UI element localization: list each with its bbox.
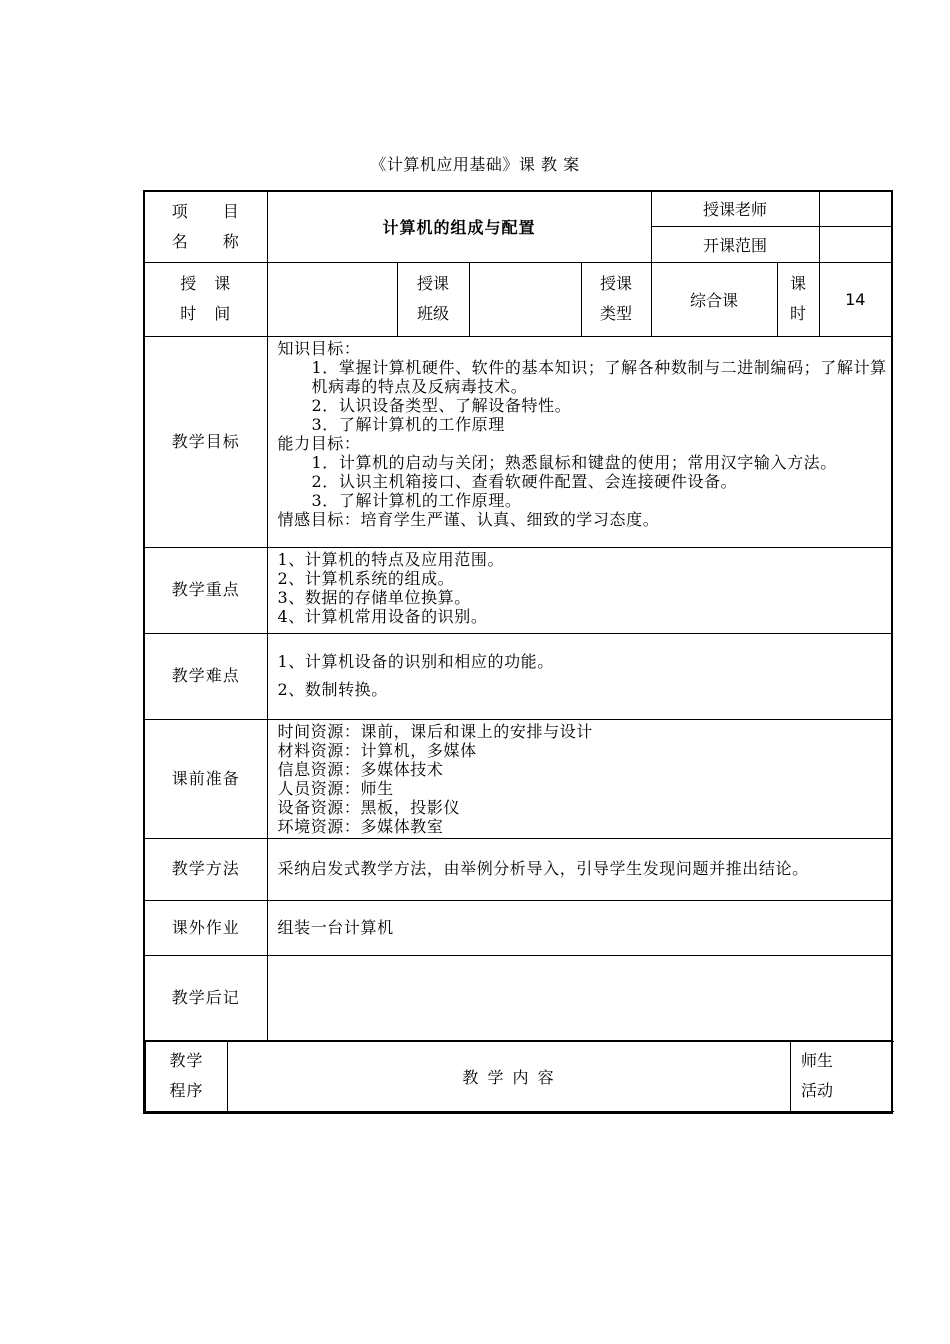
- objectives-content: 知识目标： 1．掌握计算机硬件、软件的基本知识；了解各种数制与二进制编码；了解计算机病毒的特点及反病毒技术。 2．认识设备类型、了解设备特性。 3．了解计算机的工作原理 能力目标： 1．计算机的启动与关闭；熟悉鼠标和键盘的使用；常用汉字输入方法。 2．认识主机箱接口、查看软硬件配置、会连接硬件设备。 3．了解计算机的工作原理。 情感目标：培育学生严谨、认真、细致的学习态度。: [267, 336, 892, 547]
- schedule-row: [144, 262, 892, 336]
- difficulties-content: 1、计算机设备的识别和相应的功能。 2、数制转换。: [267, 633, 892, 719]
- procedure-header-row: [144, 1040, 892, 1113]
- homework-content: 组装一台计算机: [267, 900, 892, 955]
- method-content: 采纳启发式教学方法，由举例分析导入，引导学生发现问题并推出结论。: [267, 838, 892, 900]
- class-time-value: [267, 262, 397, 336]
- preparation-content: 时间资源：课前，课后和课上的安排与设计 材料资源：计算机，多媒体 信息资源：多媒体技术 人员资源：师生 设备资源：黑板，投影仪 环境资源：多媒体教室: [267, 719, 892, 838]
- key-points-content: 1、计算机的特点及应用范围。 2、计算机系统的组成。 3、数据的存储单位换算。 4、计算机常用设备的识别。: [267, 547, 892, 633]
- scope-label: 开课范围: [651, 226, 819, 262]
- preparation-label: 课前准备: [144, 719, 267, 838]
- teaching-content-label: 教 学 内 容: [228, 1041, 791, 1111]
- project-name-value: 计算机的组成与配置: [267, 191, 651, 262]
- teacher-value: [819, 191, 892, 226]
- difficulties-label: 教学难点: [144, 633, 267, 719]
- reflection-label: 教学后记: [144, 955, 267, 1040]
- procedure-header: [145, 1041, 894, 1112]
- project-row-top: [144, 191, 892, 226]
- scope-value: [819, 226, 892, 262]
- key-points-label: 教学重点: [144, 547, 267, 633]
- class-group-value: [469, 262, 581, 336]
- activity-label: 师生 活动: [791, 1041, 894, 1111]
- teacher-label: 授课老师: [651, 191, 819, 226]
- lesson-plan-table: [143, 190, 893, 1114]
- homework-label: 课外作业: [144, 900, 267, 955]
- class-time-label: 授 课 时 间: [144, 262, 267, 336]
- class-type-value: 综合课: [651, 262, 777, 336]
- difficulties-row: [144, 633, 892, 719]
- class-type-label: 授课 类型: [581, 262, 651, 336]
- objectives-label: 教学目标: [144, 336, 267, 547]
- key-points-row: [144, 547, 892, 633]
- class-hours-label: 课 时: [777, 262, 819, 336]
- method-row: [144, 838, 892, 900]
- reflection-content: [267, 955, 892, 1040]
- procedure-label: 教学 程序: [146, 1041, 228, 1111]
- reflection-row: [144, 955, 892, 1040]
- document-title: 《计算机应用基础》课 教 案: [370, 155, 580, 174]
- preparation-row: [144, 719, 892, 838]
- class-hours-value: 14: [819, 262, 892, 336]
- class-group-label: 授课 班级: [397, 262, 469, 336]
- objectives-row: [144, 336, 892, 547]
- project-name-label: 项 目 名 称: [144, 191, 267, 262]
- homework-row: [144, 900, 892, 955]
- method-label: 教学方法: [144, 838, 267, 900]
